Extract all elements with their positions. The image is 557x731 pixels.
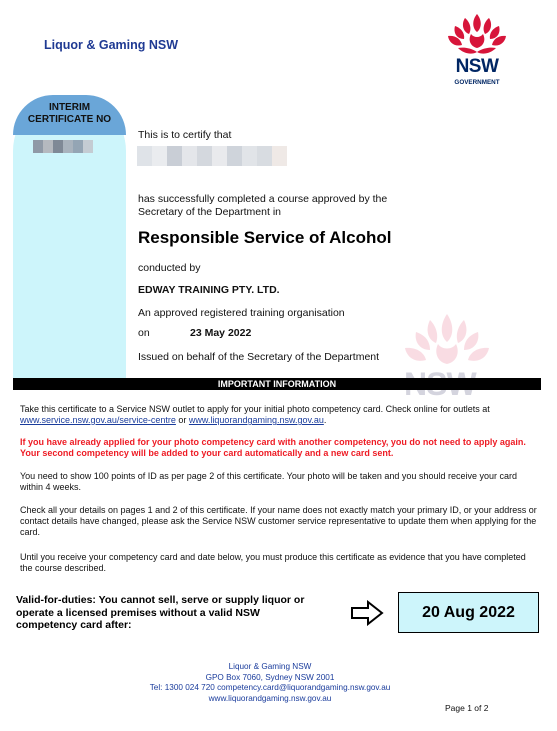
- valid-line1: Valid-for-duties: You cannot sell, serve or supply liquor or: [16, 594, 305, 606]
- interim-label-line2: CERTIFICATE NO: [27, 114, 112, 125]
- certify-text: This is to certify that: [138, 129, 232, 141]
- interim-certificate-label: [13, 102, 126, 126]
- outlets-text: Take this certificate to a Service NSW outlet to apply for your initial photo competency card. Check online for outlets at: [20, 404, 490, 414]
- brand-title: Liquor & Gaming NSW: [44, 38, 179, 52]
- issued-on-behalf-text: Issued on behalf of the Secretary of the Department: [138, 351, 380, 363]
- training-provider: EDWAY TRAINING PTY. LTD.: [138, 284, 280, 296]
- service-nsw-link[interactable]: www.service.nsw.gov.au/service-centre: [20, 415, 176, 425]
- or-text: or: [175, 415, 189, 425]
- info-paragraph-until-receive: Until you receive your competency card and date below, you must produce this certificate as evidence that you have completed the course described.: [20, 552, 526, 573]
- valid-for-duties-text: [16, 594, 336, 632]
- liquor-gaming-link[interactable]: www.liquorandgaming.nsw.gov.au: [188, 415, 324, 425]
- valid-line2: operate a licensed premises without a valid NSW: [16, 606, 260, 619]
- period-text: .: [323, 415, 327, 425]
- course-name: Responsible Service of Alcohol: [138, 228, 392, 247]
- completed-line1: has successfully completed a course approved by the: [138, 193, 388, 205]
- conducted-by-label: conducted by: [138, 262, 201, 274]
- valid-line3: competency card after:: [16, 619, 132, 631]
- on-label: on: [138, 327, 150, 339]
- completion-date: 23 May 2022: [190, 327, 252, 339]
- important-information-heading: IMPORTANT INFORMATION: [13, 378, 541, 390]
- waratah-flower-icon: [438, 12, 516, 58]
- redacted-certificate-number: [33, 140, 93, 153]
- footer-phone-email: Tel: 1300 024 720 competency.card@liquorandgaming.nsw.gov.au: [149, 683, 391, 692]
- footer-website-link[interactable]: www.liquorandgaming.nsw.gov.au: [208, 693, 332, 703]
- info-paragraph-already-applied: If you have already applied for your photo competency card with another competency, you do not need to apply again. Your second competency will be added to your card automatically and a new card sent.: [20, 437, 526, 458]
- completed-line2: Secretary of the Department in: [138, 205, 281, 218]
- info-paragraph-check-details: Check all your details on pages 1 and 2 of this certificate. If your name does not exactly match your primary ID, or your address or contact details have changed, please ask the Service NSW customer service representative to update them when applying for the card.: [20, 505, 537, 537]
- nsw-government-logo: [438, 12, 516, 92]
- footer-contact: [120, 662, 420, 704]
- completed-text: [138, 193, 387, 218]
- interim-label-line1: INTERIM: [48, 102, 91, 113]
- page-number: Page 1 of 2: [445, 703, 489, 713]
- footer-org: Liquor & Gaming NSW: [228, 662, 312, 671]
- certificate-number-column: [13, 95, 126, 380]
- approved-rto-text: An approved registered training organisation: [138, 307, 345, 319]
- info-paragraph-outlets: [20, 404, 540, 426]
- logo-subtitle: GOVERNMENT: [454, 79, 500, 86]
- info-paragraph-id-points: You need to show 100 points of ID as per page 2 of this certificate. Your photo will be taken and you should receive your card within 4 weeks.: [20, 471, 517, 492]
- redacted-recipient-name: [137, 146, 287, 166]
- footer-address: GPO Box 7060, Sydney NSW 2001: [205, 672, 335, 682]
- logo-wordmark: NSW: [455, 56, 499, 77]
- arrow-right-icon: [350, 600, 384, 626]
- valid-until-date: 20 Aug 2022: [398, 592, 539, 633]
